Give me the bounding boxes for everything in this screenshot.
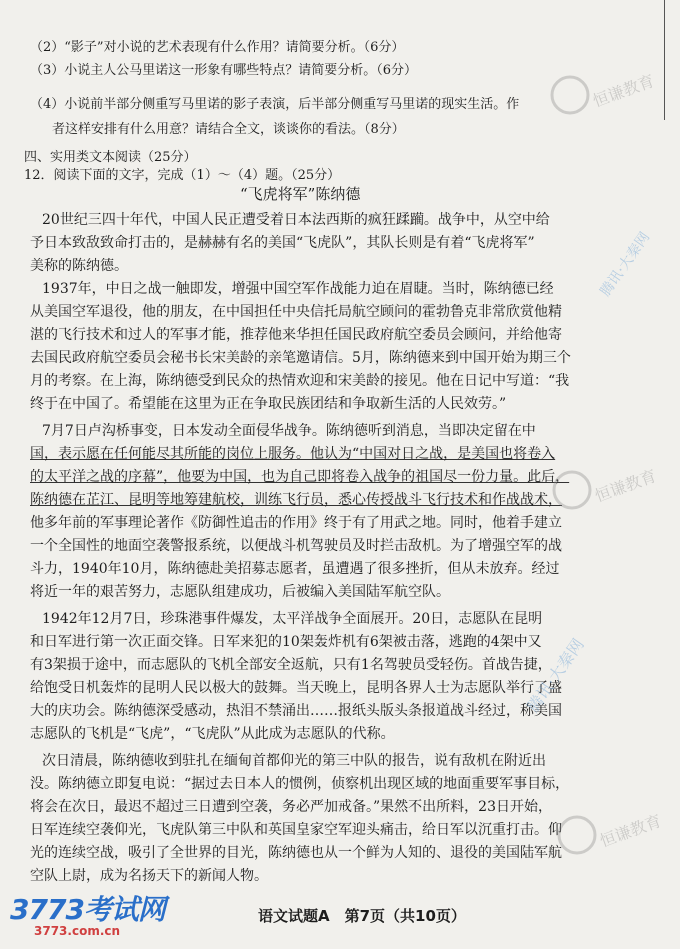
body-line: 1942年12月7日，珍珠港事件爆发，太平洋战争全面展开。20日，志愿队在昆明 (42, 611, 543, 627)
body-line: 志愿队的飞机是“飞虎”，“飞虎队”从此成为志愿队的代称。 (30, 726, 395, 742)
body-line: 日军连续空袭仰光，飞虎队第三中队和英国皇家空军迎头痛击，给日军以沉重打击。仰 (30, 822, 562, 838)
body-line-underlined: 陈纳德在芷江、昆明等地筹建航校，训练飞行员，悉心传授战斗飞行技术和作战战术， (30, 492, 562, 508)
body-line: 7月7日卢沟桥事变，日本发动全面侵华战争。陈纳德听到消息，当即决定留在中 (42, 423, 536, 439)
body-line: 他多年前的军事理论著作《防御性追击的作用》终于有了用武之地。同时，他着手建立 (30, 515, 562, 531)
body-line: 给饱受日机轰炸的昆明人民以极大的鼓舞。当天晚上，昆明各界人士为志愿队举行了盛 (30, 680, 562, 696)
watermark-text: 恒谦教育 (597, 811, 664, 851)
body-line: 终于在中国了。希望能在这里为正在争取民族团结和争取新生活的人民效劳。” (30, 396, 507, 412)
body-line: 从美国空军退役，他的朋友，在中国担任中央信托局航空顾问的霍勃鲁克非常欣赏他精 (30, 304, 562, 320)
body-line: 20世纪三四十年代，中国人民正遭受着日本法西斯的疯狂蹂躏。战争中，从空中给 (42, 212, 550, 228)
body-line: 予日本致敌致命打击的，是赫赫有名的美国“飞虎队”，其队长则是有着“飞虎将军” (30, 235, 535, 251)
body-line: 将近一年的艰苦努力，志愿队组建成功，后被编入美国陆军航空队。 (30, 584, 450, 600)
body-line: 1937年，中日之战一触即发，增强中国空军作战能力迫在眉睫。当时，陈纳德已经 (42, 281, 554, 297)
watermark-text: 恒谦教育 (590, 71, 657, 111)
body-line: 次日清晨，陈纳德收到驻扎在缅甸首都仰光的第三中队的报告，说有敌机在附近出 (42, 753, 546, 769)
watermark-logo (555, 800, 665, 874)
watermark-logo (570, 215, 660, 309)
watermark-hengqian-icon (555, 800, 665, 870)
watermark-qq-icon (490, 610, 600, 720)
question-2: （2）“影子”对小说的艺术表现有什么作用？请简要分析。（6分） (30, 40, 405, 55)
body-line: 没。陈纳德立即复电说：“据过去日本人的惯例，侦察机出现区域的地面重要军事目标， (30, 776, 570, 792)
question-4: （4）小说前半部分侧重写马里诺的影子表演，后半部分侧重写马里诺的现实生活。作 (30, 97, 520, 112)
question-intro: 12．阅读下面的文字，完成（1）～（4）题。（25分） (24, 168, 341, 183)
body-line-underlined: 国，表示愿在任何能尽其所能的岗位上服务。他认为“中国对日之战，是美国也将卷入 (30, 446, 556, 462)
body-line-underlined: 的太平洋之战的序幕”，他要为中国，也为自己即将卷入战争的祖国尽一份力量。此后， (30, 469, 570, 485)
body-line: 斗力，1940年10月，陈纳德赴美招募志愿者，虽遭遇了很多挫折，但从未放弃。经过 (30, 561, 560, 577)
body-line: 大的庆功会。陈纳德深受感动，热泪不禁涌出……报纸头版头条报道战斗经过，称美国 (30, 703, 562, 719)
brand-url: 3773.com.cn (34, 924, 121, 938)
watermark-text: 腾讯·大秦网 (523, 635, 588, 716)
question-4-cont: 者这样安排有什么用意？请结合全文，谈谈你的看法。（8分） (52, 122, 405, 137)
body-line: 去国民政府航空委员会秘书长宋美龄的亲笔邀请信。5月，陈纳德来到中国开始为期三个 (30, 350, 571, 366)
page-footer: 语文试题A 第7页（共10页） (258, 907, 466, 925)
watermark-logo (490, 610, 600, 724)
body-line: 光的连续空战，吸引了全世界的目光，陈纳德也从一个鲜为人知的、退役的美国陆军航 (30, 845, 562, 861)
body-line: 有3架损于途中，而志愿队的飞机全部安全返航，只有1名驾驶员受轻伤。首战告捷， (30, 657, 552, 673)
body-line: 和日军进行第一次正面交锋。日军来犯的10架轰炸机有6架被击落，逃跑的4架中又 (30, 634, 542, 650)
watermark-text: 腾讯·大秦网 (597, 229, 654, 300)
watermark-logo (550, 455, 660, 529)
body-line: 湛的飞行技术和过人的军事才能，推荐他来华担任国民政府航空委员会顾问，并给他寄 (30, 327, 562, 343)
watermark-logo (548, 60, 658, 134)
question-3: （3）小说主人公马里诺这一形象有哪些特点？请简要分析。（6分） (30, 63, 418, 78)
body-line: 月的考察。在上海，陈纳德受到民众的热情欢迎和宋美龄的接见。他在日记中写道：“我 (30, 373, 570, 389)
section-heading: 四、实用类文本阅读（25分） (24, 150, 197, 165)
watermark-hengqian-icon (548, 60, 658, 130)
watermark-qq-icon (570, 215, 660, 305)
watermark-hengqian-icon (550, 455, 660, 525)
body-line: 一个全国性的地面空袭警报系统，以便战斗机驾驶员及时拦击敌机。为了增强空军的战 (30, 538, 562, 554)
watermark-text: 恒谦教育 (592, 466, 659, 506)
article-title: “飞虎将军”陈纳德 (240, 185, 361, 203)
body-line: 将会在次日，最迟不超过三日遭到空袭，务必严加戒备。”果然不出所料，23日开始， (30, 799, 552, 815)
brand-logo: 3773考试网 (10, 893, 165, 926)
body-line: 美称的陈纳德。 (30, 258, 128, 274)
body-line: 空队上尉，成为名扬天下的新闻人物。 (30, 868, 268, 884)
